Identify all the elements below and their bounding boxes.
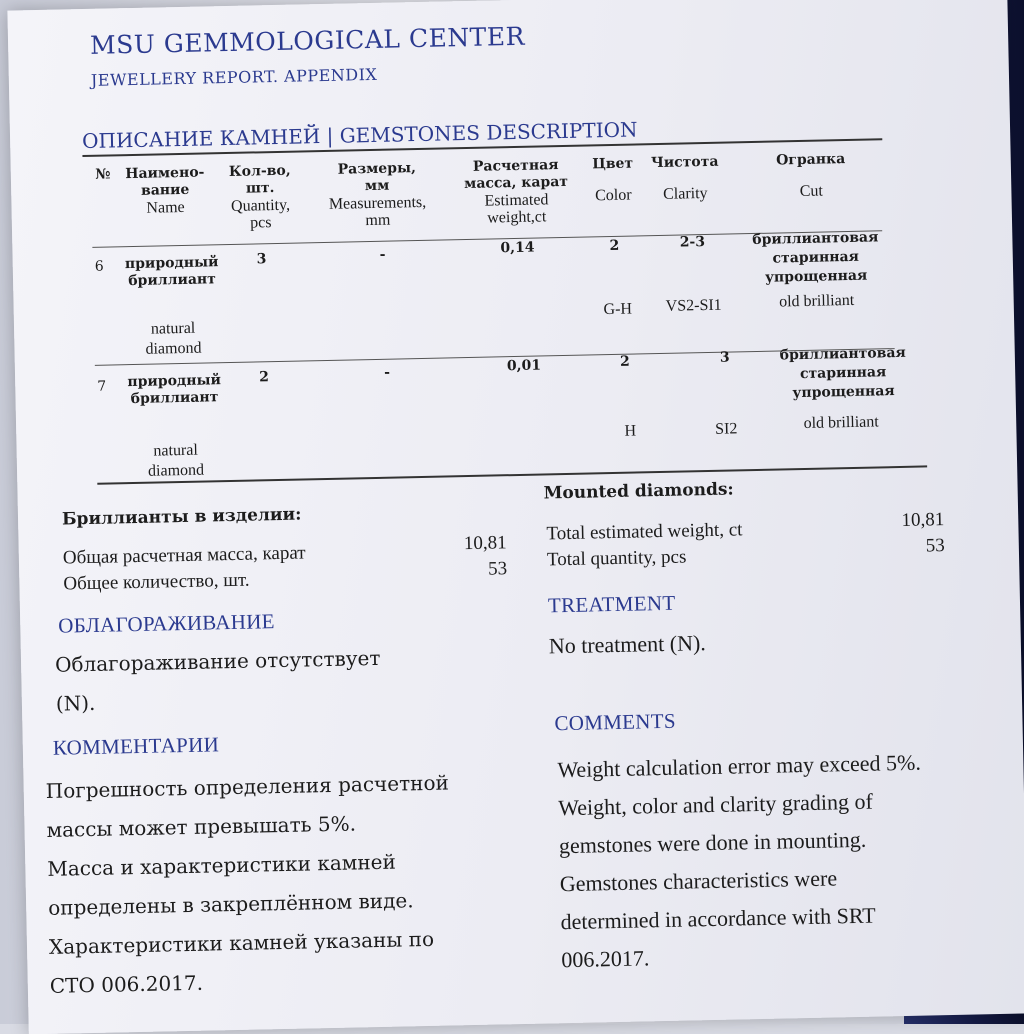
total-weight-value-en: 10,81: [901, 509, 945, 531]
treatment-text-ru: Облагораживание отсутствует (N).: [54, 645, 381, 716]
comments-title-en: COMMENTS: [554, 708, 677, 736]
row-clarity-en: VS2-SI1: [665, 296, 722, 315]
report-type: JEWELLERY REPORT. APPENDIX: [90, 64, 378, 90]
row-clarity-en: SI2: [715, 420, 738, 438]
total-quantity-value-en: 53: [925, 535, 946, 557]
row-color-ru: 2: [609, 237, 620, 255]
row-name-ru: природный бриллиант: [127, 372, 222, 408]
row-color-en: H: [624, 422, 637, 440]
treatment-text-en: No treatment (N).: [548, 630, 707, 659]
row-weight: 0,14: [500, 239, 535, 257]
row-name-en: natural diamond: [145, 319, 202, 358]
row-weight: 0,01: [506, 357, 542, 375]
row-number: 6: [94, 258, 104, 275]
row-number: 7: [97, 378, 107, 395]
organization-name: MSU GEMMOLOGICAL CENTER: [89, 21, 526, 60]
row-quantity: 3: [256, 251, 267, 268]
comments-text-ru: Погрешность определения расчетной массы может превышать 5%. Масса и характеристики камней определены в закреплённом виде. Характеристики камней указаны по СТО 006.2017.: [45, 770, 450, 998]
section-title: ОПИСАНИЕ КАМНЕЙ | GEMSTONES DESCRIPTION: [81, 117, 638, 154]
report-appendix-sheet: [7, 0, 1024, 1034]
row-cut-ru: бриллиантовая старинная упрощенная: [752, 229, 879, 286]
row-color-ru: 2: [619, 353, 630, 370]
column-header-weight: Расчетная масса, карат Estimated weight,ct: [464, 157, 569, 227]
row-color-en: G-H: [603, 300, 633, 319]
column-header-color: Цвет Color: [592, 155, 634, 205]
column-header-cut: Огранка Cut: [775, 151, 846, 201]
row-clarity-ru: 3: [719, 349, 730, 366]
total-weight-label-ru: Общая расчетная масса, карат: [62, 542, 306, 569]
column-header-name: Наимено- вание Name: [125, 164, 205, 217]
treatment-title-en: TREATMENT: [547, 590, 676, 618]
comments-text-en: Weight calculation error may exceed 5%. Weight, color and clarity grading of gemstones were done in mounting. Gemstones characteristics were determined in accordance with SRT 006.2017.: [557, 749, 922, 973]
row-cut-en: old brilliant: [778, 291, 855, 311]
row-quantity: 2: [258, 369, 270, 386]
total-quantity-label-ru: Общее количество, шт.: [63, 569, 250, 595]
total-weight-value-ru: 10,81: [463, 532, 507, 555]
total-weight-label-en: Total estimated weight, ct: [546, 519, 743, 545]
row-cut-ru: бриллиантовая старинная упрощенная: [779, 344, 906, 402]
column-header-number: №: [95, 166, 111, 183]
total-quantity-value-ru: 53: [487, 558, 508, 580]
comments-title-ru: КОММЕНТАРИИ: [52, 732, 220, 760]
row-name-en: natural diamond: [147, 441, 205, 480]
row-cut-en: old brilliant: [803, 413, 879, 432]
mounted-diamonds-heading-en: Mounted diamonds:: [543, 479, 734, 504]
treatment-title-ru: ОБЛАГОРАЖИВАНИЕ: [58, 609, 276, 638]
mounted-diamonds-heading-ru: Бриллианты в изделии:: [61, 504, 302, 530]
row-measurements: -: [379, 246, 386, 263]
column-header-quantity: Кол-во, шт. Quantity, pcs: [228, 162, 291, 232]
row-name-ru: природный бриллиант: [124, 254, 219, 290]
column-header-measurements: Размеры, мм Measurements, mm: [328, 160, 427, 230]
total-quantity-label-en: Total quantity, pcs: [546, 546, 687, 571]
column-header-clarity: Чистота Clarity: [650, 153, 719, 203]
row-measurements: -: [383, 364, 391, 381]
row-clarity-ru: 2-3: [679, 234, 706, 251]
